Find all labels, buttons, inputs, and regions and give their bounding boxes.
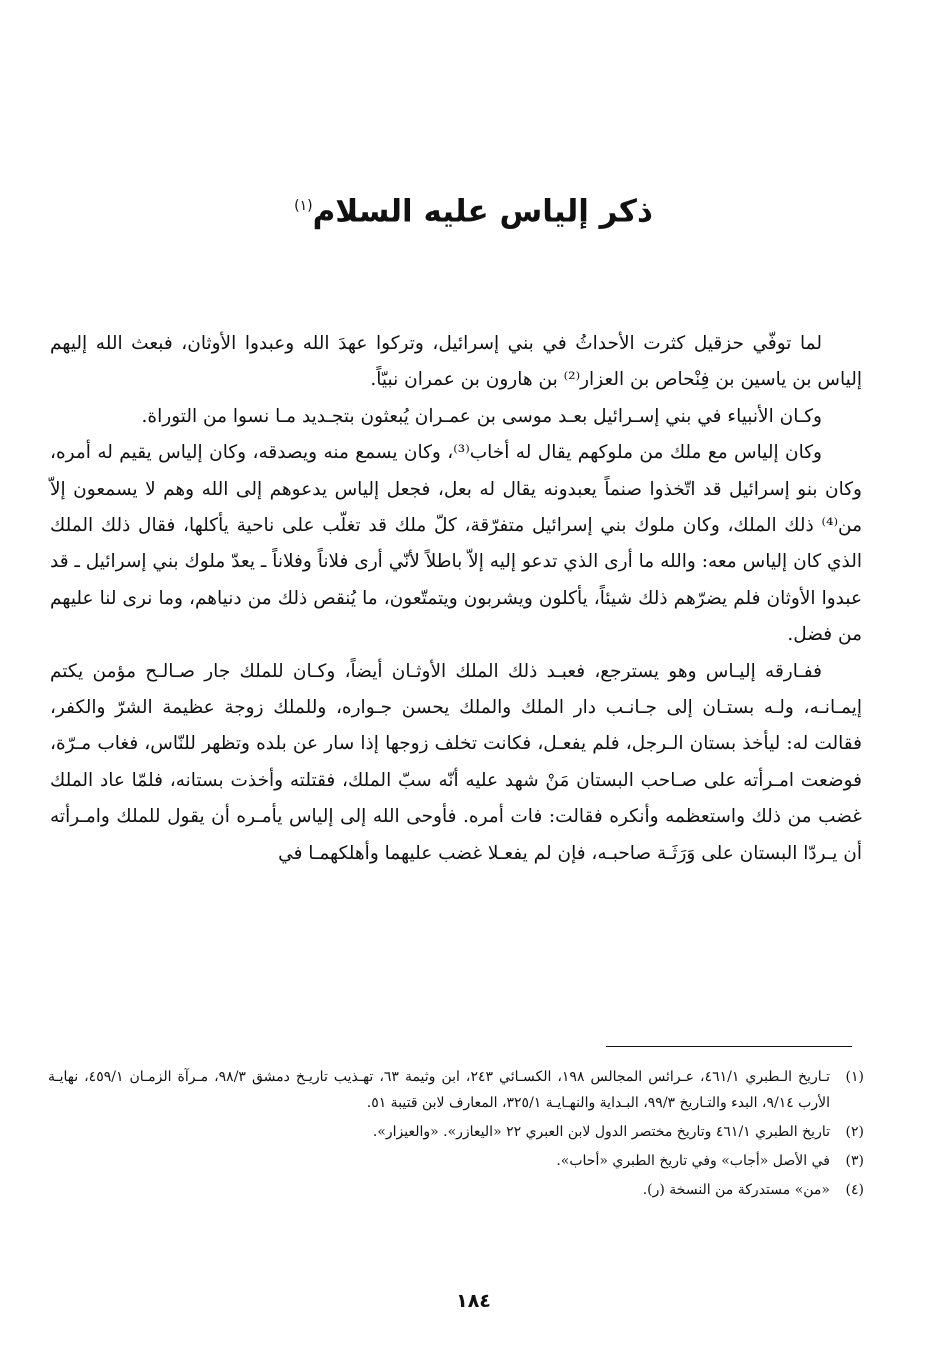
paragraph: ففـارقه إليـاس وهو يسترجع، فعبـد ذلك الملك الأوثـان أيضاً، وكـان للملك جار صـالـح مؤمن يكتم إيمـانـه، ولـه بستـان إلى جـانـب دار الملك والملك يحسن جـواره، وللملك زوجة عظيمة الشرّ والكفر، فقالت له: ليأخذ بستان الـرجل، فلم يفعـل، فكانت تخلف زوجها إذا سار عن بلده وتظهر للنّاس، فغاب مـرّة، فوضعت امـرأته على صـاحب البستان مَنْ شهد عليه أنّه سبّ الملك، فقتلته وأخذت بستانه، فلمّا عاد الملك غضب من ذلك واستعظمه وأنكره فقالت: فات أمره. فأوحى الله إلى إلياس يأمـره أن يقول للملك وامـرأته أن يـردّا البستان على وَرَثَـة صاحبـه، فإن لم يفعـلا غضب عليهما وأهلكهمـا في: [50, 660, 862, 864]
page-number: ١٨٤: [456, 1290, 491, 1312]
footnote-number: (٢): [845, 1124, 864, 1140]
footnote-number: (٤): [845, 1182, 864, 1198]
footnote-separator: [606, 1046, 852, 1047]
paragraph: لما توفّي حزقيل كثرت الأحداثُ في بني إسرائيل، وتركوا عهدَ الله وعبدوا الأوثان، فبعث الله إليهم إلياس بن ياسين بن فِنْحاص بن العزار⁽²⁾ بن هارون بن عمران نبيّاً.: [50, 333, 862, 391]
footnote-number: (١): [845, 1069, 864, 1085]
main-text: [50, 326, 862, 872]
footnote: [48, 1177, 864, 1203]
footnote-text: في الأصل «أجاب» وفي تاريخ الطبري «أحاب».: [556, 1153, 830, 1169]
footnote-text: «من» مستدركة من النسخة (ر).: [642, 1182, 830, 1198]
title-footnote-ref: (١): [294, 198, 313, 214]
paragraph: وكـان الأنبياء في بني إسـرائيل بعـد موسى بن عمـران يُبعثون بتجـديد مـا نسوا من التوراة.: [141, 405, 822, 427]
footnote: [48, 1119, 864, 1145]
chapter-title: [0, 178, 947, 239]
footnote-text: تـاريخ الـطبري ٤٦١/١، عـرائس المجالس ١٩٨، الكسـائي ٢٤٣، ابن وثيمة ٦٣، تهـذيب تاريـخ دمشق ٩٨/٣، مـرآة الزمـان ٤٥٩/١، نهايـة الأرب ٩/١٤، البدء والتـاريخ ٩٩/٣، البـداية والنهـايـة ٣٢٥/١، المعارف لابن قتيبة ٥١.: [48, 1069, 831, 1111]
footnote-number: (٣): [845, 1153, 864, 1169]
footnote: [48, 1064, 864, 1116]
chapter-title-text: ذكر إلياس عليه السلام: [312, 193, 653, 230]
footnote-text: تاريخ الطبري ٤٦١/١ وتاريخ مختصر الدول لابن العبري ٢٢ «اليعازر». «والعيزار».: [372, 1124, 830, 1140]
footnote: [48, 1148, 864, 1174]
footnotes: [48, 1064, 864, 1206]
paragraph: وكان إلياس مع ملك من ملوكهم يقال له أخاب⁽³⁾، وكان يسمع منه ويصدقه، وكان إلياس يقيم له أمره، وكان بنو إسرائيل قد اتّخذوا صنماً يعبدونه يقال له بعل، فجعل إلياس يدعوهم إلى الله وهم لا يسمعون إلاّ من⁽⁴⁾ ذلك الملك، وكان ملوك بني إسرائيل متفرّقة، كلّ ملك قد تغلّب على ناحية يأكلها، فقال ذلك الملك الذي كان إلياس معه: والله ما أرى الذي تدعو إليه إلاّ باطلاً لأنّي أرى فلاناً وفلاناً ـ يعدّ ملوك بني إسرائيل ـ قد عبدوا الأوثان فلم يضرّهم ذلك شيئاً، يأكلون ويشربون ويتمتّعون، ما يُنقص ذلك من دنياهم، وما نرى لنا عليهم من فضل.: [50, 442, 862, 646]
